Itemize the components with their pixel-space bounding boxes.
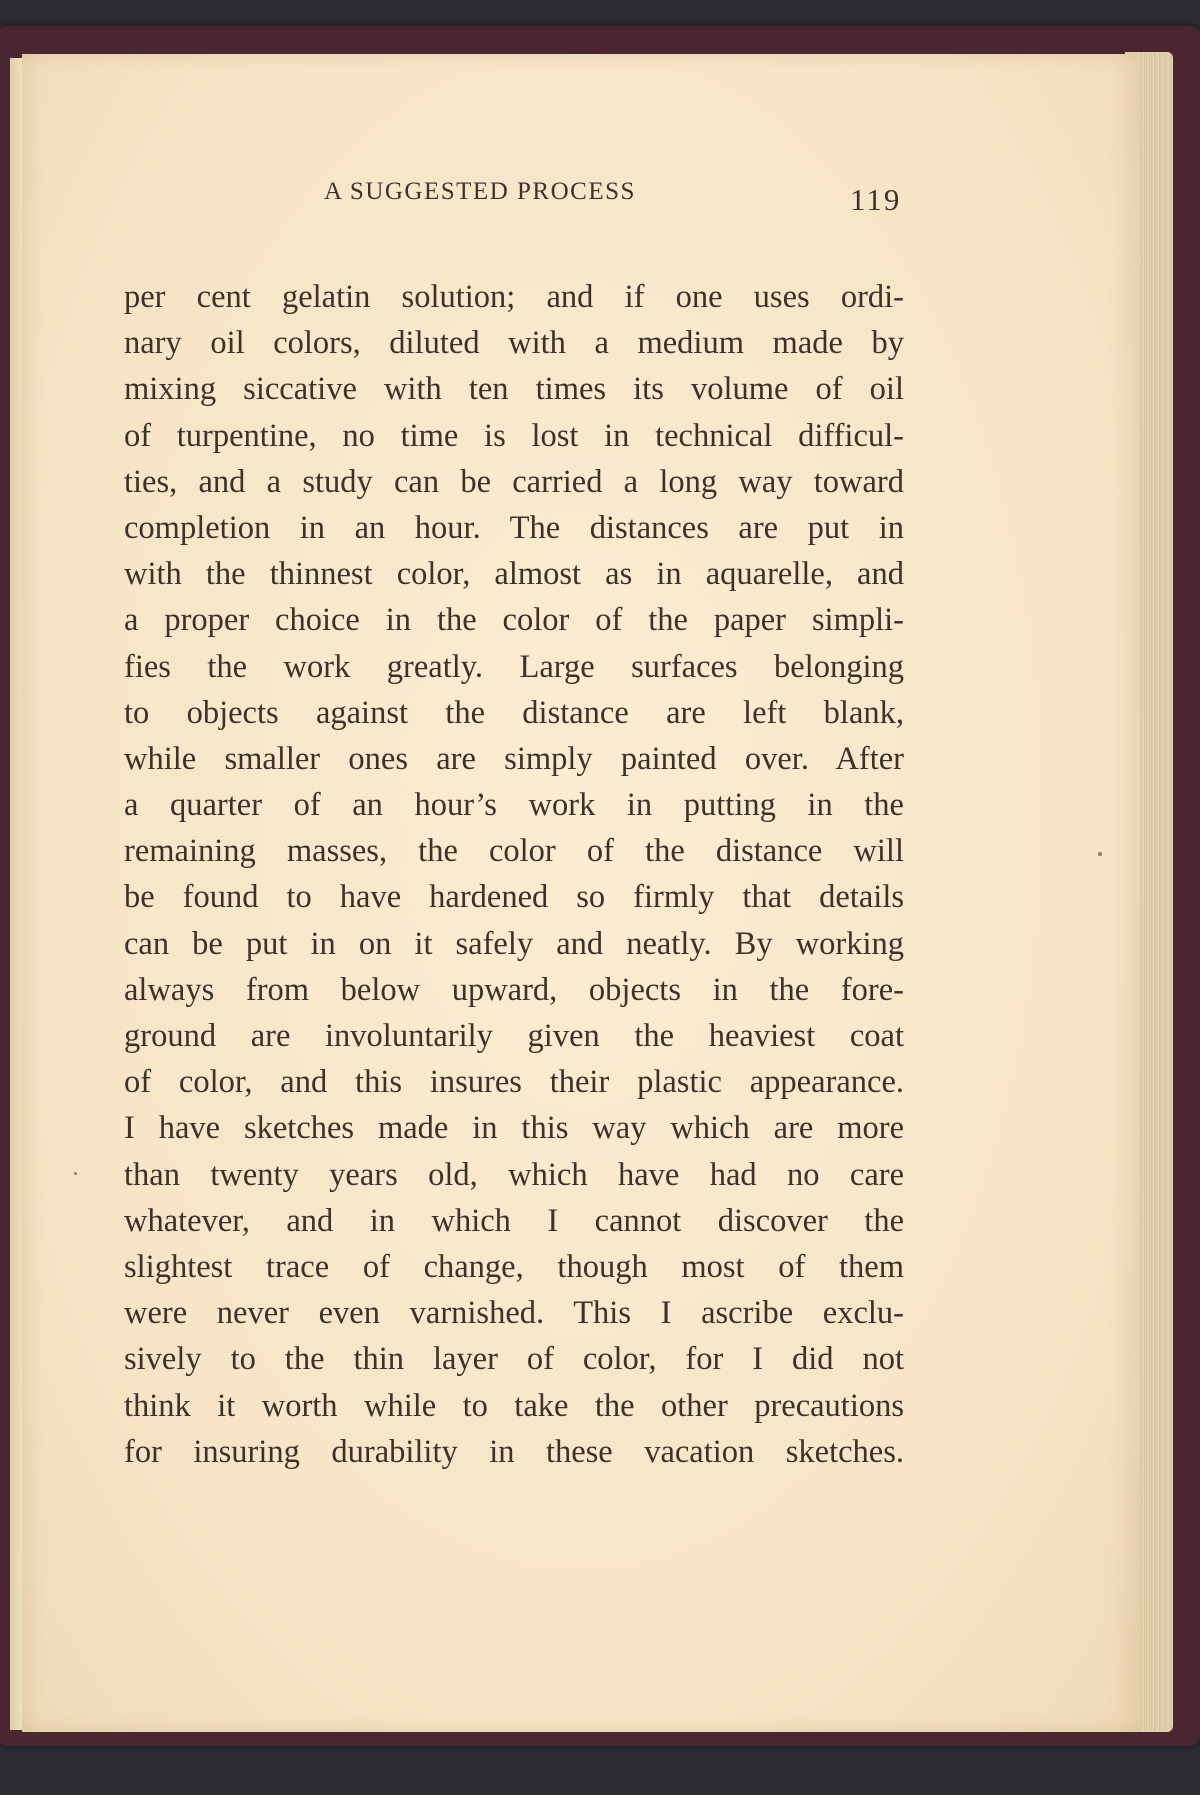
text-line: than twenty years old, which have had no care <box>124 1156 904 1193</box>
text-line: always from below upward, objects in the fore- <box>124 971 904 1008</box>
text-line: can be put in on it safely and neatly. By working <box>124 925 904 962</box>
body-text <box>124 274 904 1475</box>
text-line: of turpentine, no time is lost in technical difficul- <box>124 417 904 454</box>
text-line: to objects against the distance are left blank, <box>124 694 904 731</box>
running-head <box>102 156 902 217</box>
scan-speck <box>1098 852 1102 856</box>
text-line: ties, and a study can be carried a long way toward <box>124 463 904 500</box>
text-line: remaining masses, the color of the distance will <box>124 833 904 870</box>
text-line: a proper choice in the color of the paper simpli- <box>124 602 904 639</box>
scan-speck <box>74 1172 77 1175</box>
text-line: a quarter of an hour’s work in putting in the <box>124 787 904 824</box>
text-line: fies the work greatly. Large surfaces belonging <box>124 648 904 685</box>
text-line: of color, and this insures their plastic appearance. <box>124 1064 904 1101</box>
text-line: completion in an hour. The distances are put in <box>124 509 904 546</box>
text-line: think it worth while to take the other precautions <box>124 1387 904 1424</box>
text-line: with the thinnest color, almost as in aquarelle, and <box>124 556 904 593</box>
text-line: be found to have hardened so firmly that details <box>124 879 904 916</box>
text-line: nary oil colors, diluted with a medium made by <box>124 325 904 362</box>
text-line: slightest trace of change, though most of them <box>124 1248 904 1285</box>
text-line: mixing siccative with ten times its volume of oil <box>124 371 904 408</box>
running-title: A SUGGESTED PROCESS <box>324 178 636 205</box>
text-line: per cent gelatin solution; and if one uses ordi- <box>124 279 904 315</box>
text-line: sively to the thin layer of color, for I did not <box>124 1341 904 1378</box>
text-line: for insuring durability in these vacation sketches. <box>124 1433 904 1470</box>
text-line: were never even varnished. This I ascribe exclu- <box>124 1295 904 1332</box>
text-line: I have sketches made in this way which are more <box>124 1110 904 1147</box>
text-line: ground are involuntarily given the heaviest coat <box>124 1018 904 1054</box>
page-number: 119 <box>850 182 902 217</box>
text-line: while smaller ones are simply painted over. After <box>124 740 904 777</box>
text-line: whatever, and in which I cannot discover the <box>124 1202 904 1239</box>
